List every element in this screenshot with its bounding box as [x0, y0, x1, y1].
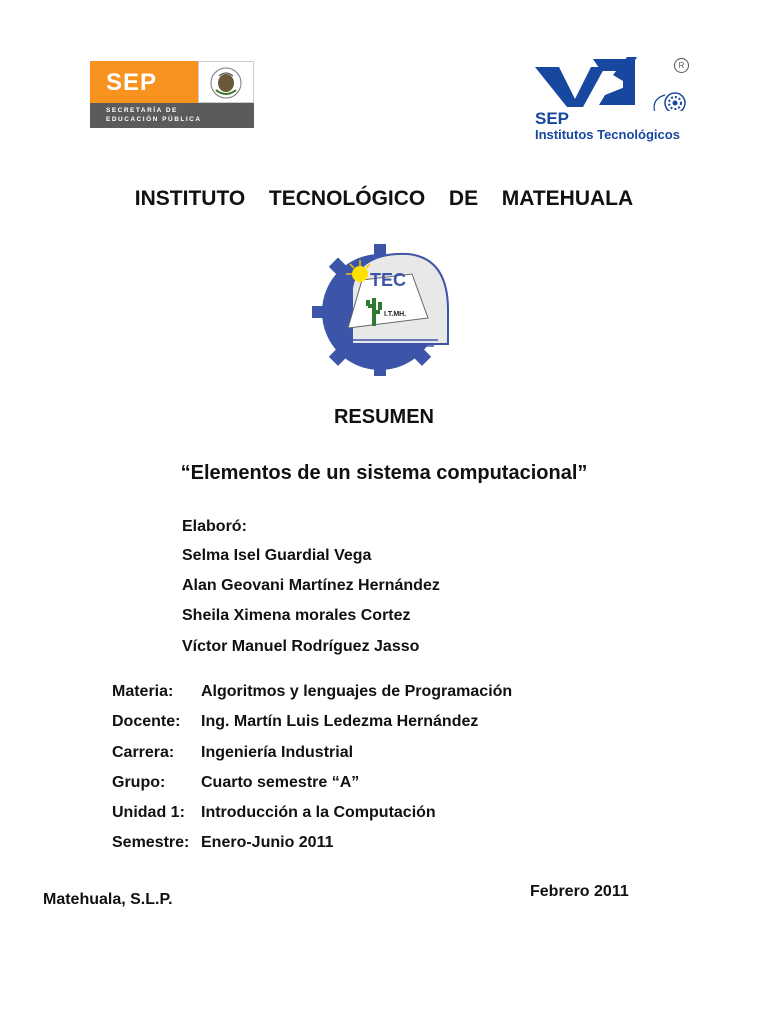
author-name: Sheila Ximena morales Cortez	[182, 607, 411, 624]
sep-logo-gray-block	[90, 103, 254, 128]
author-name: Selma Isel Guardial Vega	[182, 547, 372, 564]
info-label-carrera: Carrera:	[112, 744, 175, 761]
authors-label: Elaboró:	[182, 518, 247, 535]
sep-logo-word: SEP	[106, 69, 158, 96]
itmh-emblem-icon	[312, 240, 452, 376]
info-value-materia: Algoritmos y lenguajes de Programación	[201, 683, 513, 700]
sep-logo	[90, 61, 254, 128]
registered-mark: R	[674, 58, 689, 73]
info-value-docente: Ing. Martín Luis Ledezma Hernández	[201, 713, 479, 730]
info-value-carrera: Ingeniería Industrial	[201, 744, 354, 761]
document-city: Matehuala, S.L.P.	[43, 891, 173, 908]
info-label-unidad: Unidad 1:	[112, 804, 185, 821]
sep-logo-line2: EDUCACIÓN PÚBLICA	[106, 116, 202, 123]
institution-title: INSTITUTO TECNOLÓGICO DE MATEHUALA	[134, 187, 634, 210]
mexico-seal-icon	[198, 61, 254, 103]
document-subtitle: “Elementos de un sistema computacional”	[180, 462, 588, 484]
it-logo-sep-text: SEP	[535, 109, 570, 128]
it-logo-name-text: Institutos Tecnológicos	[535, 127, 680, 142]
it-logo-mark-icon	[531, 55, 693, 111]
info-label-grupo: Grupo:	[112, 774, 166, 791]
sep-logo-line1: SECRETARÍA DE	[106, 107, 178, 114]
info-value-semestre: Enero-Junio 2011	[201, 834, 334, 851]
info-label-semestre: Semestre:	[112, 834, 190, 851]
document-heading: RESUMEN	[333, 406, 434, 428]
author-name: Víctor Manuel Rodríguez Jasso	[182, 638, 420, 655]
author-name: Alan Geovani Martínez Hernández	[182, 577, 440, 594]
institutos-tecnologicos-logo	[531, 55, 693, 147]
document-date: Febrero 2011	[530, 883, 629, 900]
info-label-docente: Docente:	[112, 713, 181, 730]
info-label-materia: Materia:	[112, 683, 174, 700]
emblem-itmh-text: I.T.MH.	[384, 311, 407, 318]
info-value-grupo: Cuarto semestre “A”	[201, 774, 360, 791]
emblem-tec-text: TEC	[370, 270, 406, 290]
info-value-unidad: Introducción a la Computación	[201, 804, 436, 821]
sep-logo-orange-block	[90, 61, 198, 103]
